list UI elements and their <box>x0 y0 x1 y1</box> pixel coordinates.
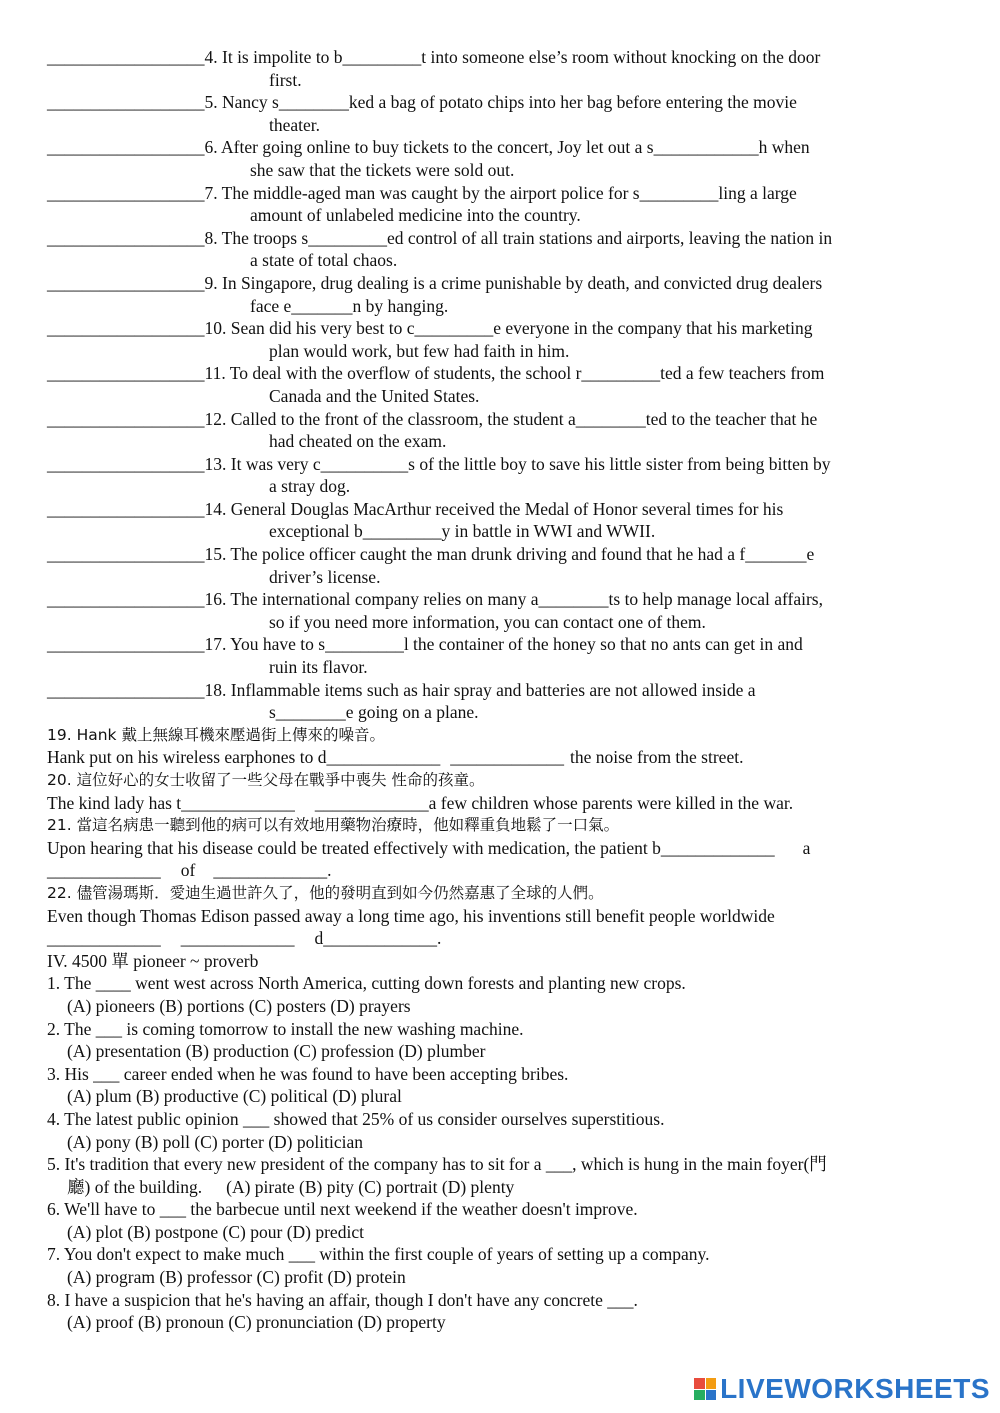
sentence-text[interactable]: Upon hearing that his disease could be treated effectively with medication, the patient b_____________ <box>47 837 775 858</box>
answer-line[interactable]: __________________ <box>47 272 205 293</box>
fill-in-list <box>47 46 962 724</box>
translation-19 <box>47 724 962 769</box>
question-text: 8. I have a suspicion that he's having an affair, though I don't have any concrete ___. <box>47 1289 638 1310</box>
question-text-cont: so if you need more information, you can contact one of them. <box>269 611 706 632</box>
sentence-text: the noise from the street. <box>569 747 744 768</box>
mc-question-5 <box>47 1153 962 1198</box>
question-text: 16. The international company relies on many a________ts to help manage local affairs, <box>204 589 823 610</box>
answer-line[interactable]: _____________ <box>180 928 295 949</box>
answer-line[interactable]: __________________ <box>47 137 205 158</box>
question-text: 7. You don't expect to make much ___ within the first couple of years of setting up a company. <box>47 1244 710 1265</box>
sentence-text: of <box>180 860 196 881</box>
question-text: 14. General Douglas MacArthur received the Medal of Honor several times for his <box>204 498 784 519</box>
answer-line[interactable]: __________________ <box>47 589 205 610</box>
question-text-cont: theater. <box>269 114 321 135</box>
answer-line[interactable]: _____________ <box>450 747 564 768</box>
answer-options[interactable]: (A) pirate (B) pity (C) portrait (D) plenty <box>226 1176 515 1197</box>
answer-line[interactable]: __________________ <box>47 182 205 203</box>
mc-question-3 <box>47 1063 962 1108</box>
question-text: 13. It was very c__________s of the little boy to save his little sister from being bitten by <box>204 453 831 474</box>
question-text: 6. We'll have to ___ the barbecue until next weekend if the weather doesn't improve. <box>47 1199 638 1220</box>
mc-question-4 <box>47 1108 962 1153</box>
item-9 <box>47 272 962 317</box>
mc-question-8 <box>47 1289 962 1334</box>
question-text-cont: plan would work, but few had faith in him. <box>269 340 570 361</box>
question-text-cont: she saw that the tickets were sold out. <box>250 159 515 180</box>
sentence-text: a few children whose parents were killed in the war. <box>428 792 794 813</box>
item-7 <box>47 182 962 227</box>
answer-line[interactable]: __________________ <box>47 227 205 248</box>
answer-options[interactable]: (A) proof (B) pronoun (C) pronunciation (D) property <box>67 1312 446 1333</box>
question-text: 8. The troops s_________ed control of all train stations and airports, leaving the nation in <box>204 227 833 248</box>
answer-options[interactable]: (A) plum (B) productive (C) political (D) plural <box>67 1086 402 1107</box>
question-text: 5. Nancy s________ked a bag of potato chips into her bag before entering the movie <box>204 92 797 113</box>
item-15 <box>47 543 962 588</box>
answer-options[interactable]: (A) pioneers (B) portions (C) posters (D) prayers <box>67 995 411 1016</box>
question-text-cont: had cheated on the exam. <box>269 431 447 452</box>
question-text-cont: face e_______n by hanging. <box>250 295 449 316</box>
item-17 <box>47 633 962 678</box>
answer-line[interactable]: __________________ <box>47 318 205 339</box>
question-text: 4. It is impolite to b_________t into someone else’s room without knocking on the door <box>204 47 821 67</box>
mc-question-7 <box>47 1243 962 1288</box>
item-16 <box>47 588 962 633</box>
question-text: 1. The ____ went west across North America, cutting down forests and planting new crops. <box>47 973 686 994</box>
item-5 <box>47 91 962 136</box>
section-iv <box>47 950 962 1334</box>
answer-line[interactable]: __________________ <box>47 363 205 384</box>
question-text-cont: s________e going on a plane. <box>269 702 479 723</box>
question-text-cont: 廳) of the building. <box>67 1176 203 1197</box>
sentence-text[interactable]: The kind lady has t_____________ <box>47 792 295 813</box>
question-text: 17. You have to s_________l the container of the honey so that no ants can get in and <box>204 634 803 655</box>
answer-line[interactable]: __________________ <box>47 498 205 519</box>
logo-icon <box>694 1378 716 1400</box>
chinese-prompt: 22. 儘管湯瑪斯．愛迪生過世許久了，他的發明直到如今仍然嘉惠了全球的人們。 <box>47 883 604 902</box>
answer-line[interactable]: _____________ <box>47 860 161 881</box>
answer-options[interactable]: (A) pony (B) poll (C) porter (D) politician <box>67 1131 363 1152</box>
question-text: 11. To deal with the overflow of students, the school r_________ted a few teachers from <box>204 363 825 384</box>
chinese-prompt: 19. Hank 戴上無線耳機來壓過街上傳來的噪音。 <box>47 725 385 744</box>
question-text: 18. Inflammable items such as hair spray and batteries are not allowed inside a <box>204 679 756 700</box>
sentence-text[interactable]: Hank put on his wireless earphones to d_____________ <box>47 747 441 768</box>
mc-question-6 <box>47 1198 962 1243</box>
answer-line[interactable]: __________________ <box>47 408 205 429</box>
question-text: 4. The latest public opinion ___ showed that 25% of us consider ourselves superstitious. <box>47 1108 665 1129</box>
answer-options[interactable]: (A) plot (B) postpone (C) pour (D) predict <box>67 1221 364 1242</box>
question-text-cont: a stray dog. <box>269 476 351 497</box>
section-heading: IV. 4500 單 pioneer ~ proverb <box>47 950 259 971</box>
question-text-cont: exceptional b_________y in battle in WWI and WWII. <box>269 521 656 542</box>
question-text: 12. Called to the front of the classroom, the student a________ted to the teacher that he <box>204 408 818 429</box>
answer-line[interactable]: _____________. <box>213 860 332 881</box>
answer-line[interactable]: __________________ <box>47 544 205 565</box>
item-4 <box>47 46 962 91</box>
logo-text: LIVEWORKSHEETS <box>720 1373 990 1404</box>
liveworksheets-logo[interactable] <box>694 1373 990 1405</box>
answer-line[interactable]: __________________ <box>47 47 205 67</box>
translation-20 <box>47 769 962 814</box>
chinese-prompt: 20. 這位好心的女士收留了一些父母在戰爭中喪失 性命的孩童。 <box>47 771 485 789</box>
question-text-cont: Canada and the United States. <box>269 385 480 406</box>
answer-line[interactable]: __________________ <box>47 634 205 655</box>
sentence-text: Even though Thomas Edison passed away a long time ago, his inventions still benefit people worldwide <box>47 905 775 926</box>
item-13 <box>47 453 962 498</box>
question-text: 15. The police officer caught the man drunk driving and found that he had a f_______e <box>204 544 815 565</box>
answer-line[interactable]: __________________ <box>47 679 205 700</box>
question-text-cont: driver’s license. <box>269 566 381 587</box>
answer-options[interactable]: (A) program (B) professor (C) profit (D) protein <box>67 1267 406 1288</box>
item-12 <box>47 408 962 453</box>
question-text-cont: first. <box>269 69 302 90</box>
item-14 <box>47 498 962 543</box>
answer-line[interactable]: __________________ <box>47 92 205 113</box>
item-6 <box>47 136 962 181</box>
question-text: 2. The ___ is coming tomorrow to install the new washing machine. <box>47 1018 524 1039</box>
translation-22 <box>47 882 962 950</box>
worksheet <box>47 46 962 1334</box>
question-text: 7. The middle-aged man was caught by the airport police for s_________ling a large <box>204 182 797 203</box>
translation-21 <box>47 814 962 882</box>
answer-line[interactable]: _____________ <box>314 792 429 813</box>
question-text: 10. Sean did his very best to c_________e everyone in the company that his marketing <box>204 318 813 339</box>
question-text-cont: ruin its flavor. <box>269 657 368 678</box>
question-text-cont: a state of total chaos. <box>250 250 398 271</box>
answer-line[interactable]: d_____________. <box>314 928 442 949</box>
mc-question-1 <box>47 972 962 1017</box>
answer-line[interactable]: _____________ <box>47 928 161 949</box>
mc-question-2 <box>47 1018 962 1063</box>
question-text: 3. His ___ career ended when he was found to have been accepting bribes. <box>47 1063 569 1084</box>
item-8 <box>47 227 962 272</box>
answer-options[interactable]: (A) presentation (B) production (C) profession (D) plumber <box>67 1041 486 1062</box>
item-11 <box>47 362 962 407</box>
question-text: 9. In Singapore, drug dealing is a crime punishable by death, and convicted drug dealers <box>204 272 823 293</box>
sentence-text: a <box>802 837 811 858</box>
chinese-prompt: 21. 當這名病患一聽到他的病可以有效地用藥物治療時，他如釋重負地鬆了一口氣。 <box>47 816 620 835</box>
item-18 <box>47 679 962 724</box>
answer-line[interactable]: __________________ <box>47 453 205 474</box>
question-text: 6. After going online to buy tickets to the concert, Joy let out a s____________h when <box>204 137 810 158</box>
question-text-cont: amount of unlabeled medicine into the country. <box>250 205 581 226</box>
item-10 <box>47 317 962 362</box>
question-text: 5. It's tradition that every new president of the company has to sit for a ___, which is hung in the main foyer(門 <box>47 1154 827 1175</box>
